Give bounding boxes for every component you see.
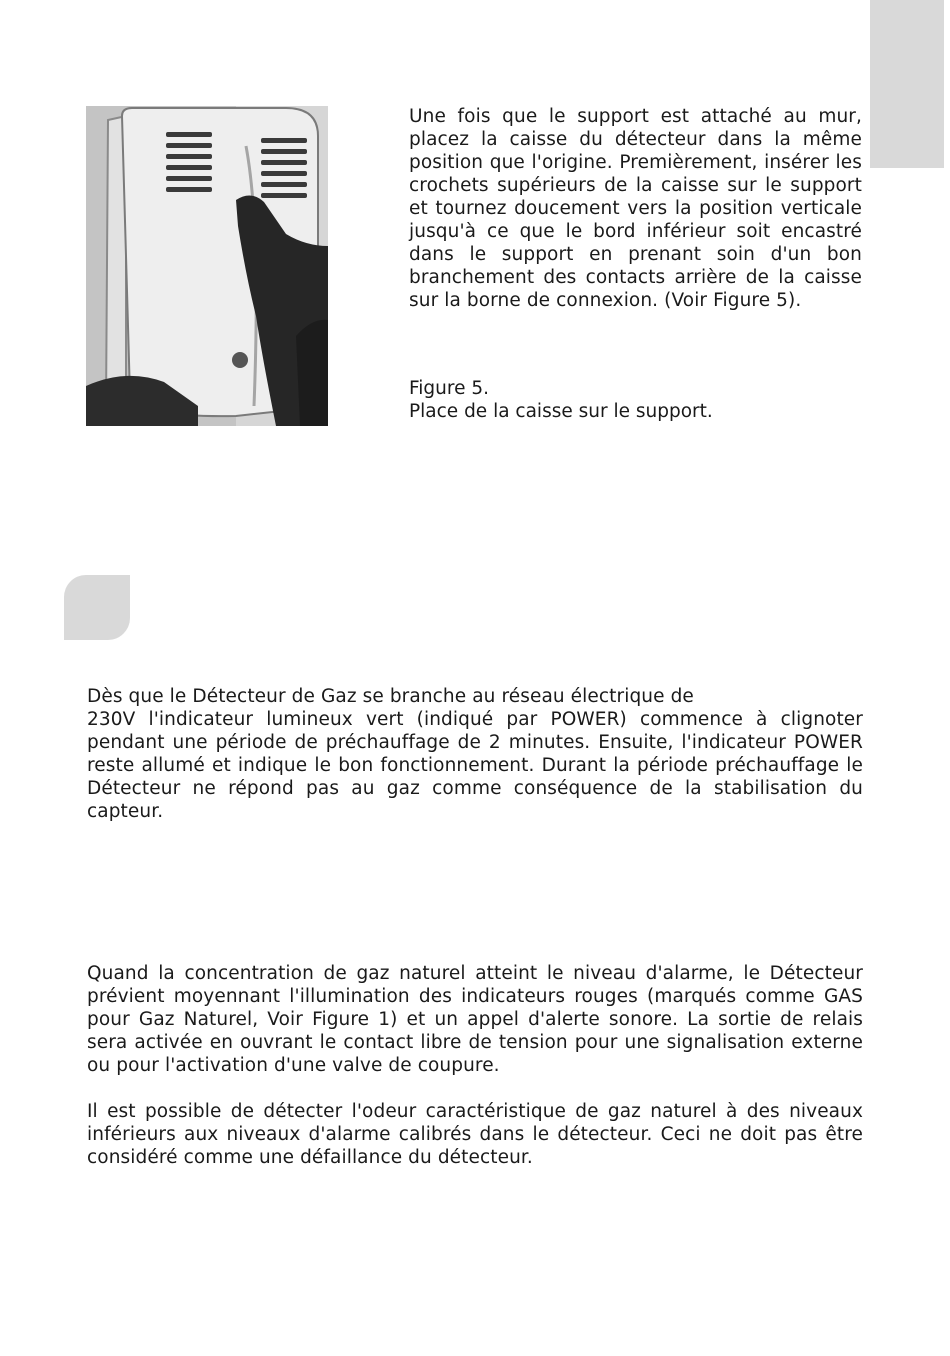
figure-caption-text: Place de la caisse sur le support. [409,401,713,422]
figure-caption [409,377,862,423]
page-edge-tab [870,0,944,168]
installation-paragraph: Une fois que le support est attaché au mur, placez la caisse du détecteur dans la même position que l'origine. Premièrement, insérer les crochets supérieurs de la caisse sur le support et tournez doucement vers la position verticale jusqu'à ce que le bord inférieur soit encastré dans le support en prenant soin d'un bon branchement des contacts arrière de la caisse sur la borne de connexion. (Voir Figure 5). [409,106,862,311]
alarm-paragraph: Quand la concentration de gaz naturel atteint le niveau d'alarme, le Détecteur prévient moyennant l'illumination des indicateurs rouges (marqués comme GAS pour Gaz Naturel, Voir Figure 1) et un appel d'alerte sonore. La sortie de relais sera activée en ouvrant le contact libre de tension pour une signalisation externe ou pour l'activation d'une valve de coupure. [87,963,863,1076]
odour-paragraph: Il est possible de détecter l'odeur caractéristique de gaz naturel à des niveaux inférieurs aux niveaux d'alarme calibrés dans le détecteur. Ceci ne doit pas être considéré comme une défaillance du détecteur. [87,1101,863,1168]
startup-paragraph-line1: Dès que le Détecteur de Gaz se branche au réseau électrique de [87,686,694,707]
startup-paragraph-body: 230V l'indicateur lumineux vert (indiqué par POWER) commence à clignoter pendant une période de préchauffage de 2 minutes. Ensuite, l'indicateur POWER reste allumé et indique le bon fonctionnement. Durant la période préchauffage le Détecteur ne répond pas au gaz comme conséquence de la stabilisation du capteur. [87,709,863,822]
startup-paragraph [87,685,863,823]
section-marker [64,575,130,640]
detector-installation-photo [86,106,328,426]
figure-label: Figure 5. [409,378,490,399]
